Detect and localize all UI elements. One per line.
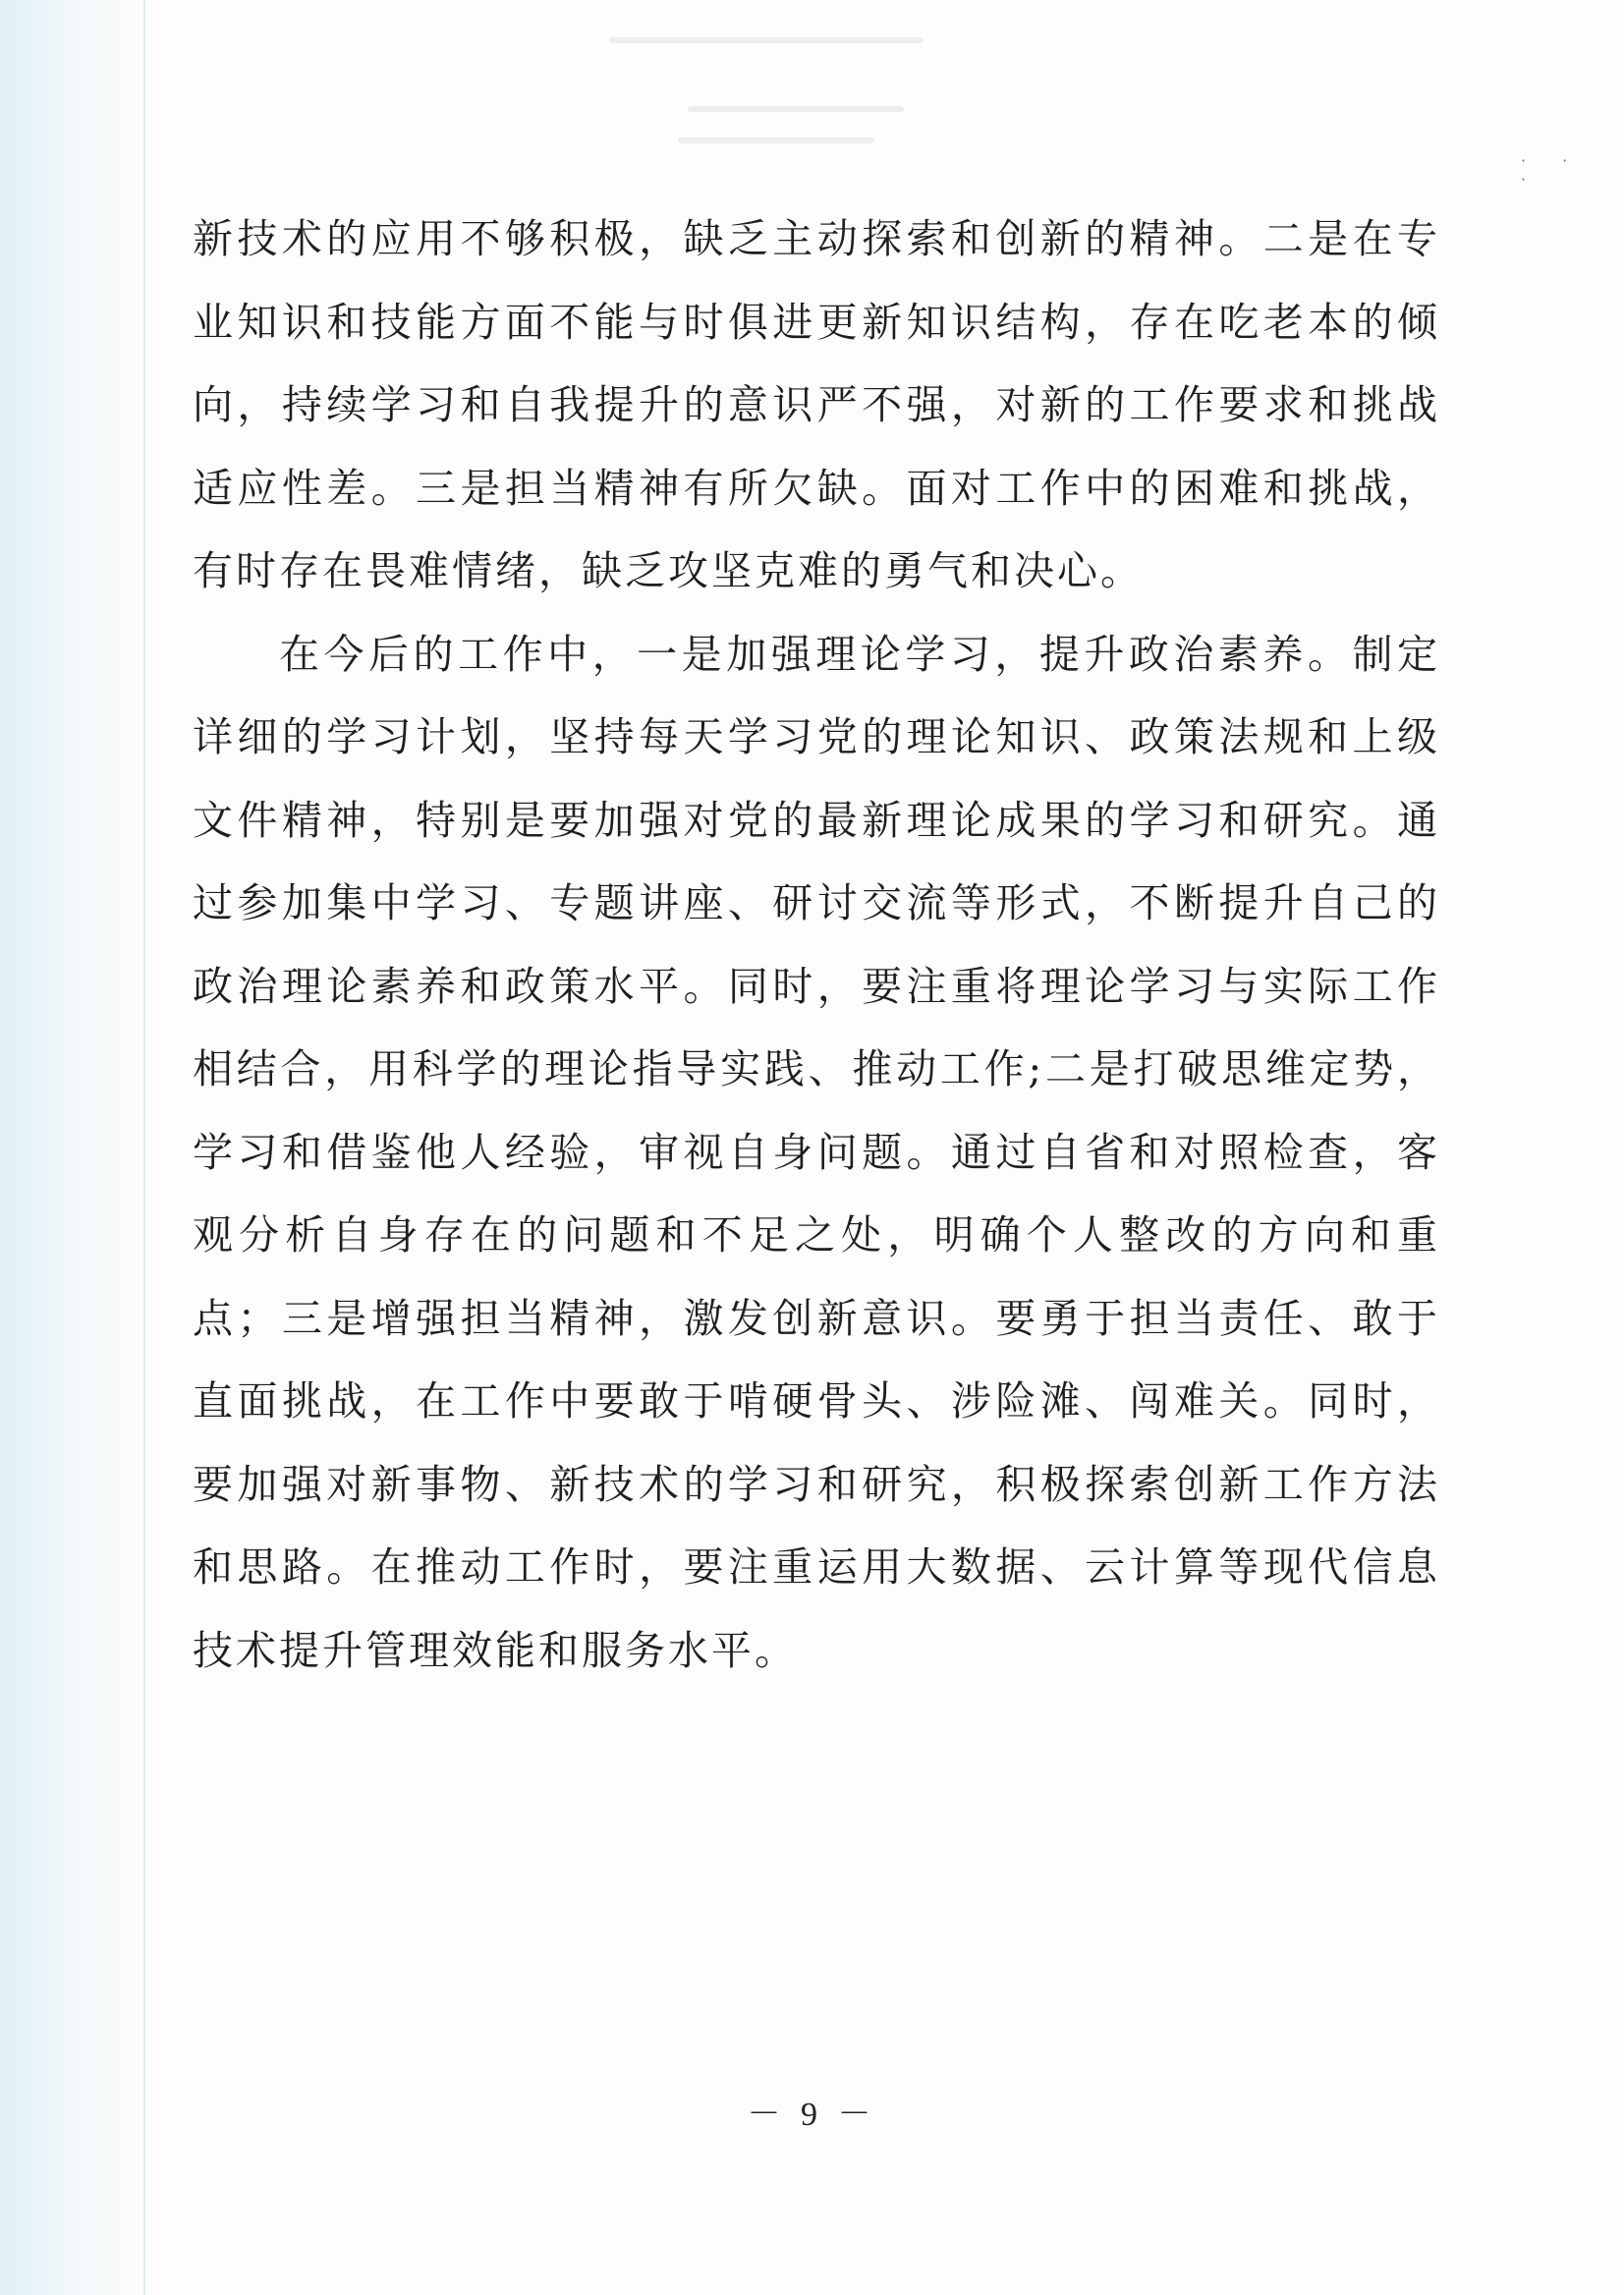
bleed-through-mark: [688, 106, 904, 112]
paragraph-continuation: 新技术的应用不够积极，缺乏主动探索和创新的精神。二是在专业知识和技能方面不能与时俱进更新知识结构，存在吃老本的倾向，持续学习和自我提升的意识严不强，对新的工作要求和挑战适应性差。三是担当精神有所欠缺。面对工作中的困难和挑战，有时存在畏难情绪，缺乏攻坚克难的勇气和决心。: [193, 215, 1440, 594]
bleed-through-mark: [609, 37, 924, 43]
paragraph-future-work: 在今后的工作中，一是加强理论学习，提升政治素养。制定详细的学习计划，坚持每天学习党的理论知识、政策法规和上级文件精神，特别是要加强对党的最新理论成果的学习和研究。通过参加集中学习、专题讲座、研讨交流等形式，不断提升自己的政治理论素养和政策水平。同时，要注重将理论学习与实际工作相结合，用科学的理论指导实践、推动工作;二是打破思维定势，学习和借鉴他人经验，审视自身问题。通过自省和对照检查，客观分析自身存在的问题和不足之处，明确个人整改的方向和重点；三是增强担当精神，激发创新意识。要勇于担当责任、敢于直面挑战，在工作中要敢于啃硬骨头、涉险滩、闯难关。同时，要加强对新事物、新技术的学习和研究，积极探索创新工作方法和思路。在推动工作时，要注重运用大数据、云计算等现代信息技术提升管理效能和服务水平。: [193, 630, 1440, 1674]
page-number: － 9 －: [747, 2097, 877, 2133]
scan-specks: · · ·: [1521, 151, 1584, 189]
bleed-through-mark: [678, 138, 874, 143]
scan-edge-tint: [0, 0, 147, 2295]
body-text: [193, 197, 1440, 1692]
scan-edge-line: [143, 0, 145, 2295]
